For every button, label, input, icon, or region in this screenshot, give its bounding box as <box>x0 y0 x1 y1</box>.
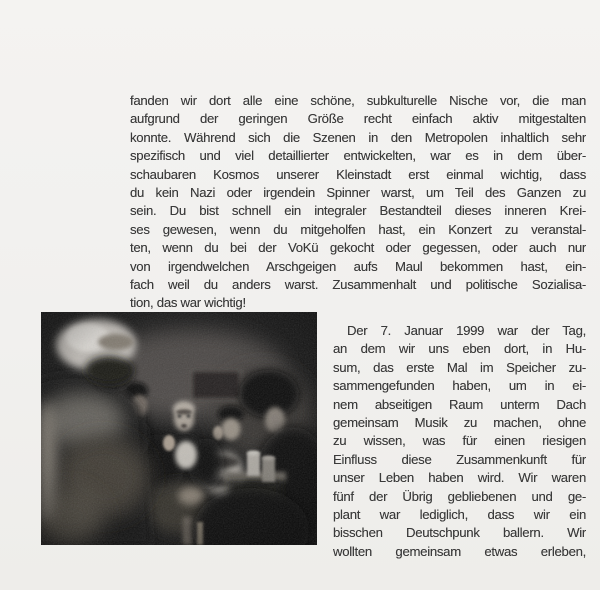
text-line: unser Leben haben wird. Wir waren <box>333 470 586 486</box>
photo-illustration <box>41 312 317 545</box>
text-line: Der 7. Januar 1999 war der Tag, <box>347 323 586 338</box>
text-line: gemeinsam Musik zu machen, ohne <box>333 414 586 430</box>
text-line: zu wissen, was für einen riesigen <box>333 433 586 449</box>
paragraph-new <box>333 322 586 561</box>
text-line: nem abseitigen Raum unterm Dach <box>333 396 586 412</box>
text-line: sum, das erste Mal im Speicher zu- <box>333 359 586 375</box>
text-line: sein. Du bist schnell ein integraler Bestandteil dieses inneren Krei- <box>130 203 586 219</box>
text-line: bisschen Deutschpunk ballern. Wir <box>333 525 586 541</box>
text-line: an dem wir uns eben dort, in Hu- <box>333 341 586 357</box>
paragraph-continuation <box>130 92 586 313</box>
text-line: du kein Nazi oder irgendein Spinner warst, um Teil des Ganzen zu <box>130 184 586 200</box>
text-line: sammengefunden haben, um in ei- <box>333 378 586 394</box>
text-line: konnte. Während sich die Szenen in den Metropolen inhaltlich sehr <box>130 129 586 145</box>
text-line: schaubaren Kosmos unserer Kleinstadt erst einmal wichtig, dass <box>130 166 586 182</box>
text-line: aufgrund der geringen Größe recht einfach aktiv mitgestalten <box>130 111 586 127</box>
group-photo <box>41 312 317 545</box>
text-line: tion, das war wichtig! <box>130 295 246 311</box>
text-line: ten, wenn du bei der VoKü gekocht oder gegessen, oder auch nur <box>130 240 586 256</box>
text-line: plant war lediglich, dass wir ein <box>333 506 586 522</box>
text-line: fünf der Übrig gebliebenen und ge- <box>333 488 586 504</box>
text-line: ses gewesen, wenn du mitgeholfen hast, ein Konzert zu veranstal- <box>130 221 586 237</box>
text-line: von irgendwelchen Arschgeigen aufs Maul bekommen hast, ein- <box>130 258 586 274</box>
text-line: Einfluss diese Zusammenkunft für <box>333 451 586 467</box>
text-line: wollten gemeinsam etwas erleben, <box>333 543 586 559</box>
text-line: spezifisch und viel detaillierter entwickelten, war es in dem über- <box>130 148 586 164</box>
text-line: fanden wir dort alle eine schöne, subkulturelle Nische vor, die man <box>130 93 586 108</box>
text-line: fach weil du anders warst. Zusammenhalt und politische Sozialisa- <box>130 276 586 292</box>
